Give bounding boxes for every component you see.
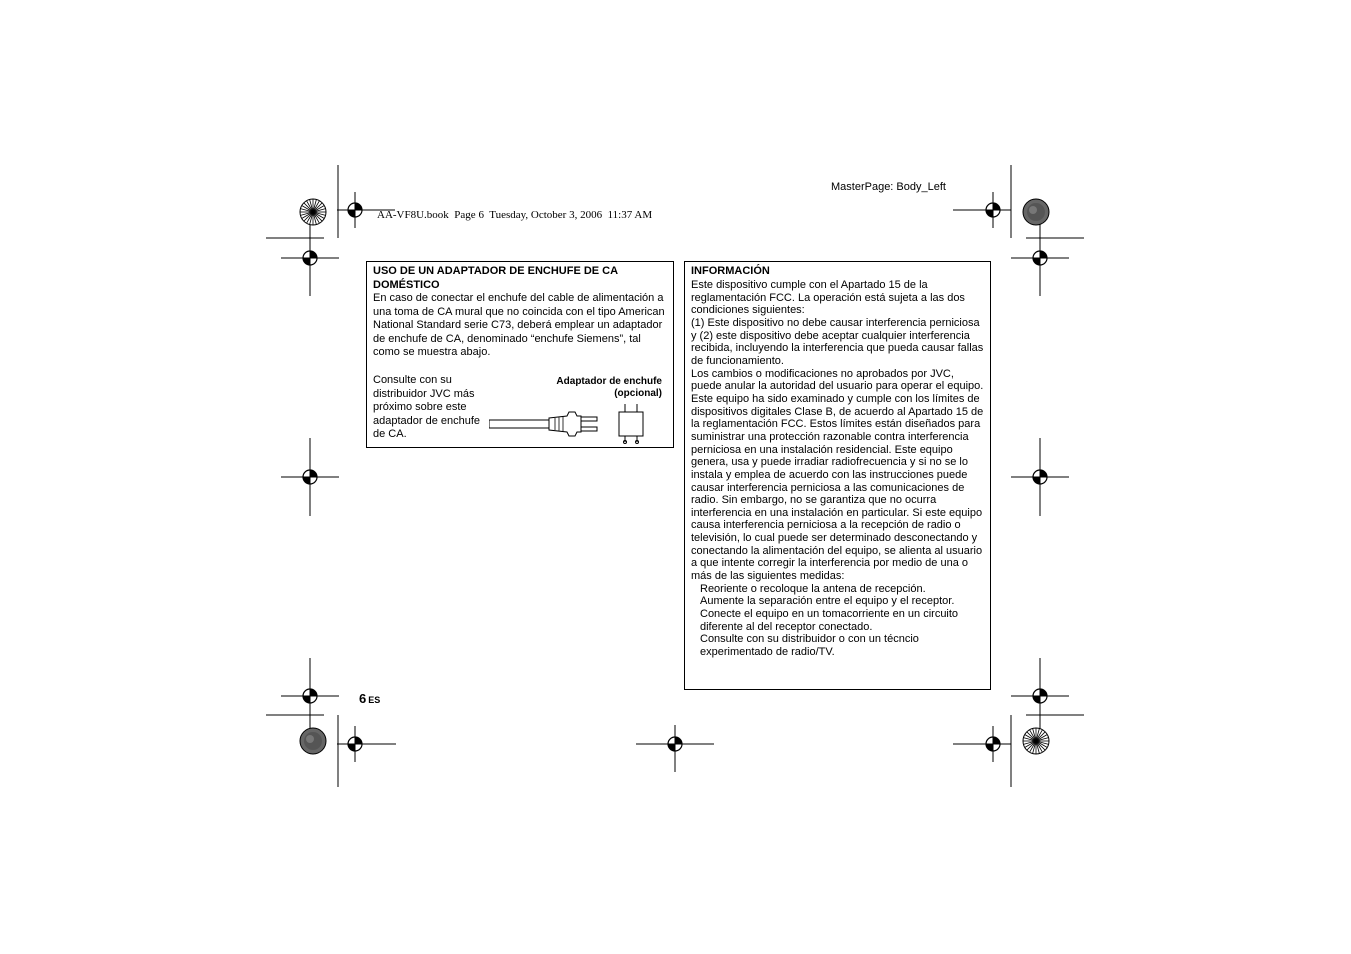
section-paragraph: En caso de conectar el enchufe del cable de alimentación a una toma de CA mural que no coincida con el tipo American National Standard serie C73, deberá emplear un adaptador de enchufe de CA, denominado “enchufe Siemens”, tal como se muestra abajo. — [373, 292, 665, 358]
information-body — [691, 279, 987, 659]
conditions-text: (1) Este dispositivo no debe causar interferencia perniciosa y (2) este dispositivo debe aceptar cualquier interferencia recibida, incluyendo la interferencia que pueda causar fallas de funcionamiento. — [691, 316, 984, 367]
intro-text: Este dispositivo cumple con el Apartado 15 de la reglamentación FCC. La operación está sujeta a las dos condiciones siguientes: — [691, 279, 965, 317]
masterpage-label: MasterPage: Body_Left — [831, 181, 946, 193]
consult-text: Consulte con su distribuidor JVC más próximo sobre este adaptador de enchufe de CA. — [373, 374, 481, 440]
list-item: Aumente la separación entre el equipo y el receptor. — [700, 595, 955, 608]
list-item: Consulte con su distribuidor o con un técncio experimentado de radio/TV. — [700, 633, 919, 659]
adapter-caption-line-1: Adaptador de enchufe — [556, 376, 662, 387]
page-number-value: 6 — [359, 691, 367, 706]
adapter-caption — [556, 376, 662, 400]
list-item: Conecte el equipo en un tomacorriente en un circuito diferente al del receptor conectado. — [700, 608, 959, 633]
list-item: Reoriente o recoloque la antena de recepción. — [700, 582, 926, 595]
language-code: ES — [368, 695, 381, 705]
section-title: USO DE UN ADAPTADOR DE ENCHUFE DE CA DOMÉSTICO — [373, 265, 618, 291]
information-title: INFORMACIÓN — [691, 265, 770, 277]
fcc-body-text: Los cambios o modificaciones no aprobados por JVC, puede anular la autoridad del usuario para operar el equipo. Este equipo ha sido examinado y cumple con los límites de dispositivos digitales Clase B, de acuerdo al Apartado 15 de la reglamentación FCC. Estos límites están diseñados para suministrar una protección razonable contra interferencia perniciosa en una instalación residencial. Este equipo genera, usa y puede irradiar radiofrecuencia y si no se lo instala y emplea de acuerdo con las instrucciones puede causar interferencia perniciosa a las comunicaciones de radio. Sin embargo, no se garantiza que no ocurra interferencia en una instalación en particular. Si este equipo causa interferencia perniciosa a la recepción de radio o televisión, lo cual puede ser determinado desconectando y conectando la alimentación del equipo, se alienta al usuario a que intente corregir la interferencia por medio de una o más de las siguientes medidas: — [691, 367, 984, 583]
plug-adapter-section — [366, 261, 674, 448]
file-info-header: AA-VF8U.book Page 6 Tuesday, October 3, 2006 11:37 AM — [377, 209, 653, 221]
information-section — [684, 261, 991, 690]
page-number — [359, 691, 380, 706]
measures-list — [691, 583, 987, 659]
adapter-caption-line-2: (opcional) — [614, 388, 662, 399]
plug-adapter-illustration — [489, 404, 665, 444]
